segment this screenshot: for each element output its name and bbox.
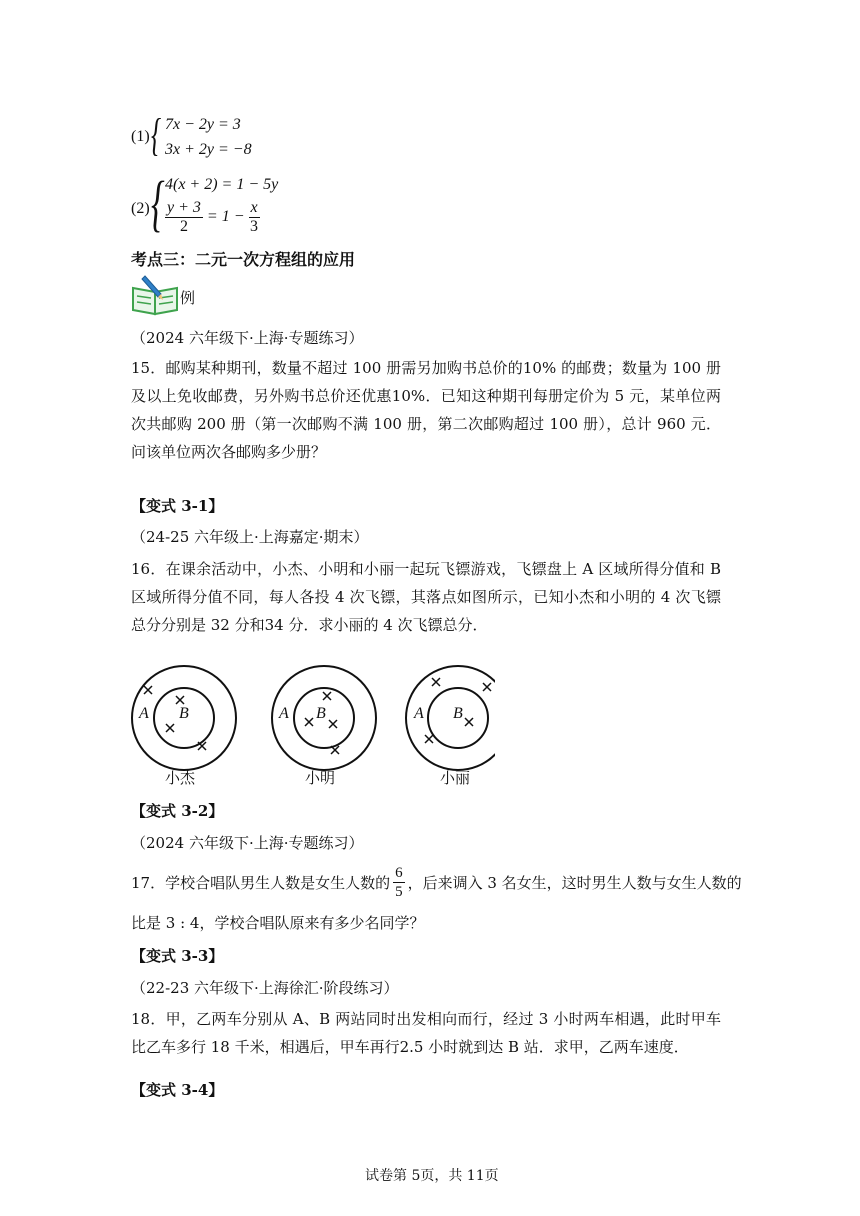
variant-3-1: 【变式 3-1】: [131, 497, 224, 515]
system-1-label: (1): [131, 128, 150, 145]
source-18: （22-23 六年级下·上海徐汇·阶段练习）: [131, 979, 399, 997]
source-15: （2024 六年级下·上海·专题练习）: [131, 329, 364, 347]
eq2-num1: y + 3: [167, 199, 201, 216]
problem-16: 16．在课余活动中，小杰、小明和小丽一起玩飞镖游戏，飞镖盘上 A 区域所得分值和 B 区域所得分值不同，每人各投 4 次飞镖，其落点如图所示，已知小杰和小明的 4 次飞镖总分分别是 32 分和34 分．求小丽的 4 次飞镖总分．: [131, 560, 721, 634]
system-1-eq1: 7x − 2y = 3: [165, 116, 241, 133]
eq2-mid: = 1 −: [206, 208, 245, 226]
problem-18: 18．甲，乙两车分别从 A、B 两站同时出发相向而行，经过 3 小时两车相遇，此时甲车比乙车多行 18 千米，相遇后，甲车再行2.5 小时就到达 B 站．求甲，乙两车速度．: [131, 1010, 721, 1056]
variant-3-3: 【变式 3-3】: [131, 947, 224, 965]
xiaojie-a-label: A: [139, 705, 149, 722]
xiaoli-a-label: A: [414, 705, 424, 722]
xiaoming-a-label: A: [279, 705, 289, 722]
problem-17-text-a: 17．学校合唱队男生人数是女生人数的: [131, 873, 391, 892]
source-17: （2024 六年级下·上海·专题练习）: [131, 834, 364, 852]
system-1-eq2: 3x + 2y = −8: [165, 141, 252, 158]
xiaoming-b-label: B: [316, 705, 326, 722]
fraction-denominator: 5: [395, 883, 403, 900]
system-2-eq1: 4(x + 2) = 1 − 5y: [165, 176, 279, 193]
problem-17-text-b: ，后来调入 3 名女生，这时男生人数与女生人数的: [407, 873, 742, 892]
xiaojie-b-label: B: [179, 705, 189, 722]
problem-17-line1: [131, 862, 742, 902]
section-title: 考点三：二元一次方程组的应用: [131, 250, 356, 269]
xiaojie-caption: 小杰: [165, 769, 196, 787]
fraction-numerator: 6: [395, 864, 403, 881]
source-16: （24-25 六年级上·上海嘉定·期末）: [131, 528, 369, 546]
eq2-den2: 3: [250, 218, 259, 235]
problem-17-fraction: [393, 864, 405, 901]
system-2-label: (2): [131, 200, 150, 217]
eq2-num2: x: [250, 199, 258, 216]
system-2-eq2: [165, 199, 260, 236]
brace-2: {: [151, 170, 165, 238]
xiaoming-caption: 小明: [305, 769, 336, 787]
variant-3-4: 【变式 3-4】: [131, 1081, 224, 1099]
book-pencil-icon: [131, 274, 181, 316]
problem-15: 15．邮购某种期刊，数量不超过 100 册需另加购书总价的10% 的邮费；数量为 100 册及以上免收邮费，另外购书总价还优惠10%．已知这种期刊每册定价为 5 元，某单位两次共邮购 200 册（第一次邮购不满 100 册，第二次邮购超过 100 册），总计 960 元．问该单位两次各邮购多少册？: [131, 359, 721, 461]
page-footer: 试卷第 5页，共 11页: [365, 1168, 499, 1184]
problem-17-line2: 比是 3 : 4，学校合唱队原来有多少名同学？: [131, 914, 425, 932]
brace-1: {: [151, 109, 162, 160]
variant-3-2: 【变式 3-2】: [131, 802, 224, 820]
xiaoli-caption: 小丽: [440, 769, 471, 787]
eq2-den1: 2: [179, 218, 188, 235]
xiaoli-b-label: B: [453, 705, 463, 722]
example-label: 例: [180, 289, 196, 307]
